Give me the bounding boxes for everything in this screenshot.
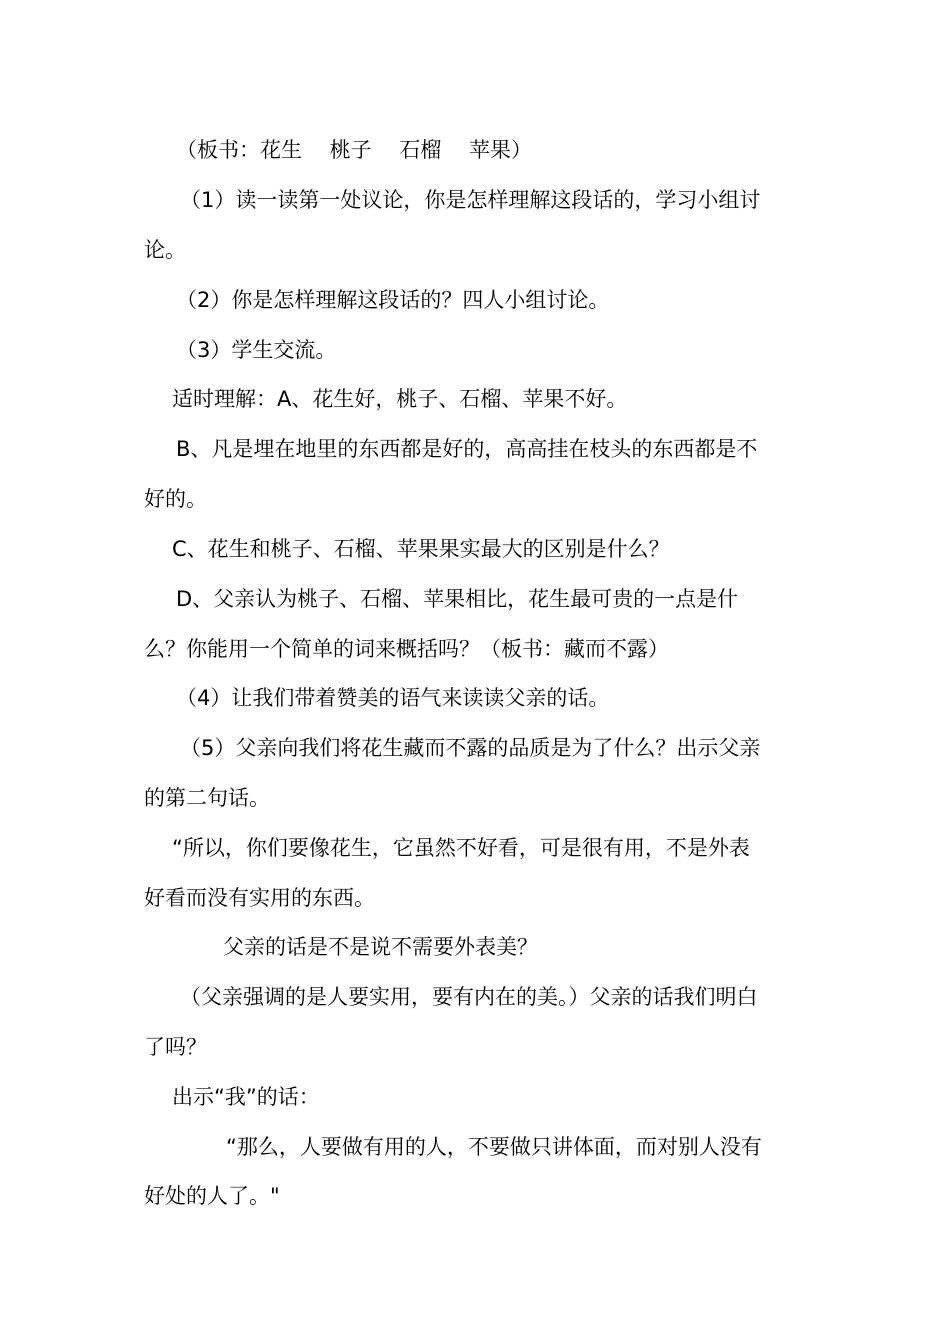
item-5-line-1: （5）父亲向我们将花生藏而不露的品质是为了什么？出示父亲 [180, 736, 761, 760]
understanding-a-line: 适时理解：A、花生好，桃子、石榴、苹果不好。 [172, 387, 628, 411]
quote-line-1: “所以，你们要像花生，它虽然不好看，可是很有用，不是外表 [172, 836, 750, 860]
my-words-line-2: 好处的人了。" [144, 1184, 280, 1208]
my-words-line-1: “那么，人要做有用的人，不要做只讲体面，而对别人没有 [226, 1135, 762, 1159]
question-line: 父亲的话是不是说不需要外表美？ [223, 935, 538, 959]
item-4-line: （4）让我们带着赞美的语气来读读父亲的话。 [176, 686, 610, 710]
item-5-line-2: 的第二句话。 [144, 786, 270, 810]
quote-line-2: 好看而没有实用的东西。 [144, 886, 375, 910]
item-3-line: （3）学生交流。 [176, 338, 337, 362]
board-note-line: （板书：花生 桃子 石榴 苹果） [176, 138, 533, 162]
understanding-d-line-1: D、父亲认为桃子、石榴、苹果相比，花生最可贵的一点是什 [176, 587, 739, 611]
understanding-b-line-2: 好的。 [144, 487, 207, 511]
show-my-words-line: 出示“我”的话： [172, 1085, 320, 1109]
item-1-line-2: 论。 [144, 238, 186, 262]
understanding-d-line-2: 么？你能用一个简单的词来概括吗？（板书：藏而不露） [144, 637, 669, 661]
item-2-line: （2）你是怎样理解这段话的？四人小组讨论。 [176, 288, 610, 312]
understanding-c-line: C、花生和桃子、石榴、苹果果实最大的区别是什么？ [172, 537, 670, 561]
understanding-b-line-1: B、凡是埋在地里的东西都是好的，高高挂在枝头的东西都是不 [176, 437, 758, 461]
father-note-line-2: 了吗？ [144, 1035, 207, 1059]
father-note-line-1: （父亲强调的是人要实用，要有内在的美。）父亲的话我们明白 [180, 985, 758, 1009]
item-1-line-1: （1）读一读第一处议论，你是怎样理解这段话的，学习小组讨 [180, 188, 761, 212]
